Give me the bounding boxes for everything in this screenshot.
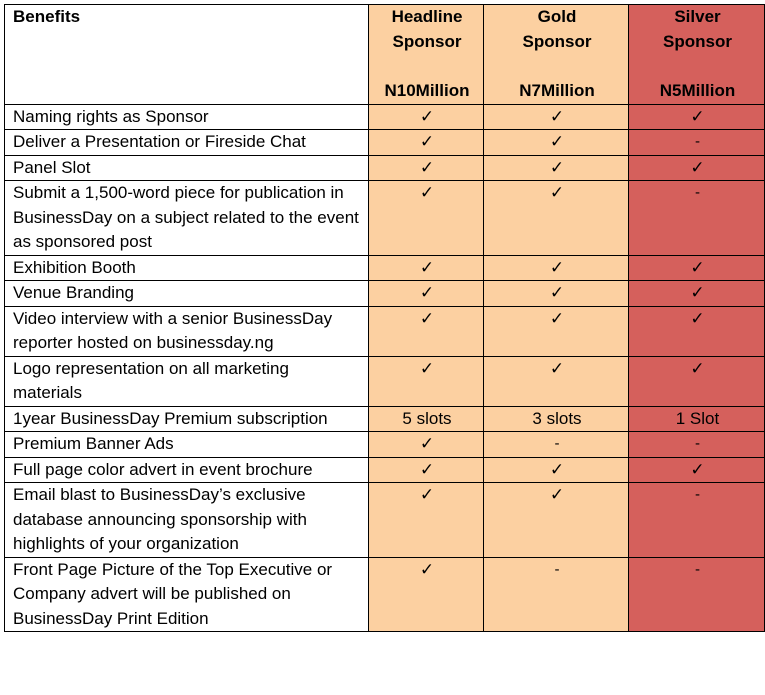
table-row bbox=[5, 306, 765, 356]
silver-sponsor-cell: - bbox=[629, 557, 765, 632]
gold-sponsor-cell: ✓ bbox=[484, 130, 629, 156]
table-row bbox=[5, 104, 765, 130]
header-row bbox=[5, 5, 765, 105]
silver-sponsor-cell: - bbox=[629, 181, 765, 256]
gold-sponsor-header bbox=[484, 5, 629, 105]
tier-price: N10Million bbox=[384, 81, 470, 100]
headline-sponsor-cell: ✓ bbox=[369, 306, 484, 356]
headline-sponsor-header bbox=[369, 5, 484, 105]
silver-sponsor-cell: ✓ bbox=[629, 104, 765, 130]
table-row bbox=[5, 457, 765, 483]
silver-sponsor-cell: ✓ bbox=[629, 356, 765, 406]
table-row bbox=[5, 281, 765, 307]
benefit-label: Video interview with a senior BusinessDay reporter hosted on businessday.ng bbox=[5, 306, 369, 356]
gold-sponsor-cell: ✓ bbox=[484, 255, 629, 281]
silver-sponsor-header bbox=[629, 5, 765, 105]
headline-sponsor-cell: ✓ bbox=[369, 281, 484, 307]
table-row bbox=[5, 255, 765, 281]
headline-sponsor-cell: ✓ bbox=[369, 483, 484, 558]
benefit-label: Premium Banner Ads bbox=[5, 432, 369, 458]
headline-sponsor-cell: ✓ bbox=[369, 104, 484, 130]
gold-sponsor-cell: ✓ bbox=[484, 356, 629, 406]
table-row bbox=[5, 432, 765, 458]
silver-sponsor-cell: - bbox=[629, 130, 765, 156]
benefit-label: Panel Slot bbox=[5, 155, 369, 181]
gold-sponsor-cell: - bbox=[484, 432, 629, 458]
silver-sponsor-cell: ✓ bbox=[629, 457, 765, 483]
benefit-label: Full page color advert in event brochure bbox=[5, 457, 369, 483]
gold-sponsor-cell: ✓ bbox=[484, 457, 629, 483]
benefit-label: Email blast to BusinessDay’s exclusive database announcing sponsorship with highlights of your organization bbox=[5, 483, 369, 558]
headline-sponsor-cell: ✓ bbox=[369, 557, 484, 632]
headline-sponsor-cell: ✓ bbox=[369, 432, 484, 458]
gold-sponsor-cell: - bbox=[484, 557, 629, 632]
benefits-table-body bbox=[5, 104, 765, 632]
silver-sponsor-cell: 1 Slot bbox=[629, 406, 765, 432]
table-row bbox=[5, 483, 765, 558]
tier-price: N5Million bbox=[659, 81, 736, 100]
headline-sponsor-cell: 5 slots bbox=[369, 406, 484, 432]
tier-name-line1: Silver bbox=[674, 7, 721, 26]
benefit-label: 1year BusinessDay Premium subscription bbox=[5, 406, 369, 432]
headline-sponsor-cell: ✓ bbox=[369, 155, 484, 181]
benefit-label: Venue Branding bbox=[5, 281, 369, 307]
table-row bbox=[5, 406, 765, 432]
headline-sponsor-cell: ✓ bbox=[369, 181, 484, 256]
benefit-label: Naming rights as Sponsor bbox=[5, 104, 369, 130]
gold-sponsor-cell: ✓ bbox=[484, 483, 629, 558]
benefit-label: Deliver a Presentation or Fireside Chat bbox=[5, 130, 369, 156]
table-row bbox=[5, 356, 765, 406]
tier-name-line2: Sponsor bbox=[522, 31, 592, 51]
tier-name-line2: Sponsor bbox=[663, 31, 732, 51]
silver-sponsor-cell: ✓ bbox=[629, 281, 765, 307]
headline-sponsor-cell: ✓ bbox=[369, 130, 484, 156]
headline-sponsor-cell: ✓ bbox=[369, 457, 484, 483]
silver-sponsor-cell: ✓ bbox=[629, 306, 765, 356]
tier-name-line1: Gold bbox=[537, 7, 577, 26]
silver-sponsor-cell: - bbox=[629, 432, 765, 458]
benefit-label: Front Page Picture of the Top Executive or Company advert will be published on BusinessDay Print Edition bbox=[5, 557, 369, 632]
tier-name-line2: Sponsor bbox=[392, 31, 462, 51]
silver-sponsor-cell: ✓ bbox=[629, 155, 765, 181]
gold-sponsor-cell: ✓ bbox=[484, 104, 629, 130]
gold-sponsor-cell: ✓ bbox=[484, 281, 629, 307]
benefit-label: Logo representation on all marketing materials bbox=[5, 356, 369, 406]
gold-sponsor-cell: ✓ bbox=[484, 181, 629, 256]
sponsorship-benefits-table bbox=[4, 4, 765, 632]
benefit-label: Exhibition Booth bbox=[5, 255, 369, 281]
headline-sponsor-cell: ✓ bbox=[369, 255, 484, 281]
gold-sponsor-cell: ✓ bbox=[484, 155, 629, 181]
gold-sponsor-cell: 3 slots bbox=[484, 406, 629, 432]
tier-name-line1: Headline bbox=[391, 7, 463, 26]
silver-sponsor-cell: ✓ bbox=[629, 255, 765, 281]
table-row bbox=[5, 155, 765, 181]
gold-sponsor-cell: ✓ bbox=[484, 306, 629, 356]
benefit-label: Submit a 1,500-word piece for publication in BusinessDay on a subject related to the event as sponsored post bbox=[5, 181, 369, 256]
table-row bbox=[5, 130, 765, 156]
tier-price: N7Million bbox=[519, 81, 595, 100]
silver-sponsor-cell: - bbox=[629, 483, 765, 558]
headline-sponsor-cell: ✓ bbox=[369, 356, 484, 406]
table-row bbox=[5, 557, 765, 632]
benefits-column-header: Benefits bbox=[5, 5, 369, 105]
table-row bbox=[5, 181, 765, 256]
